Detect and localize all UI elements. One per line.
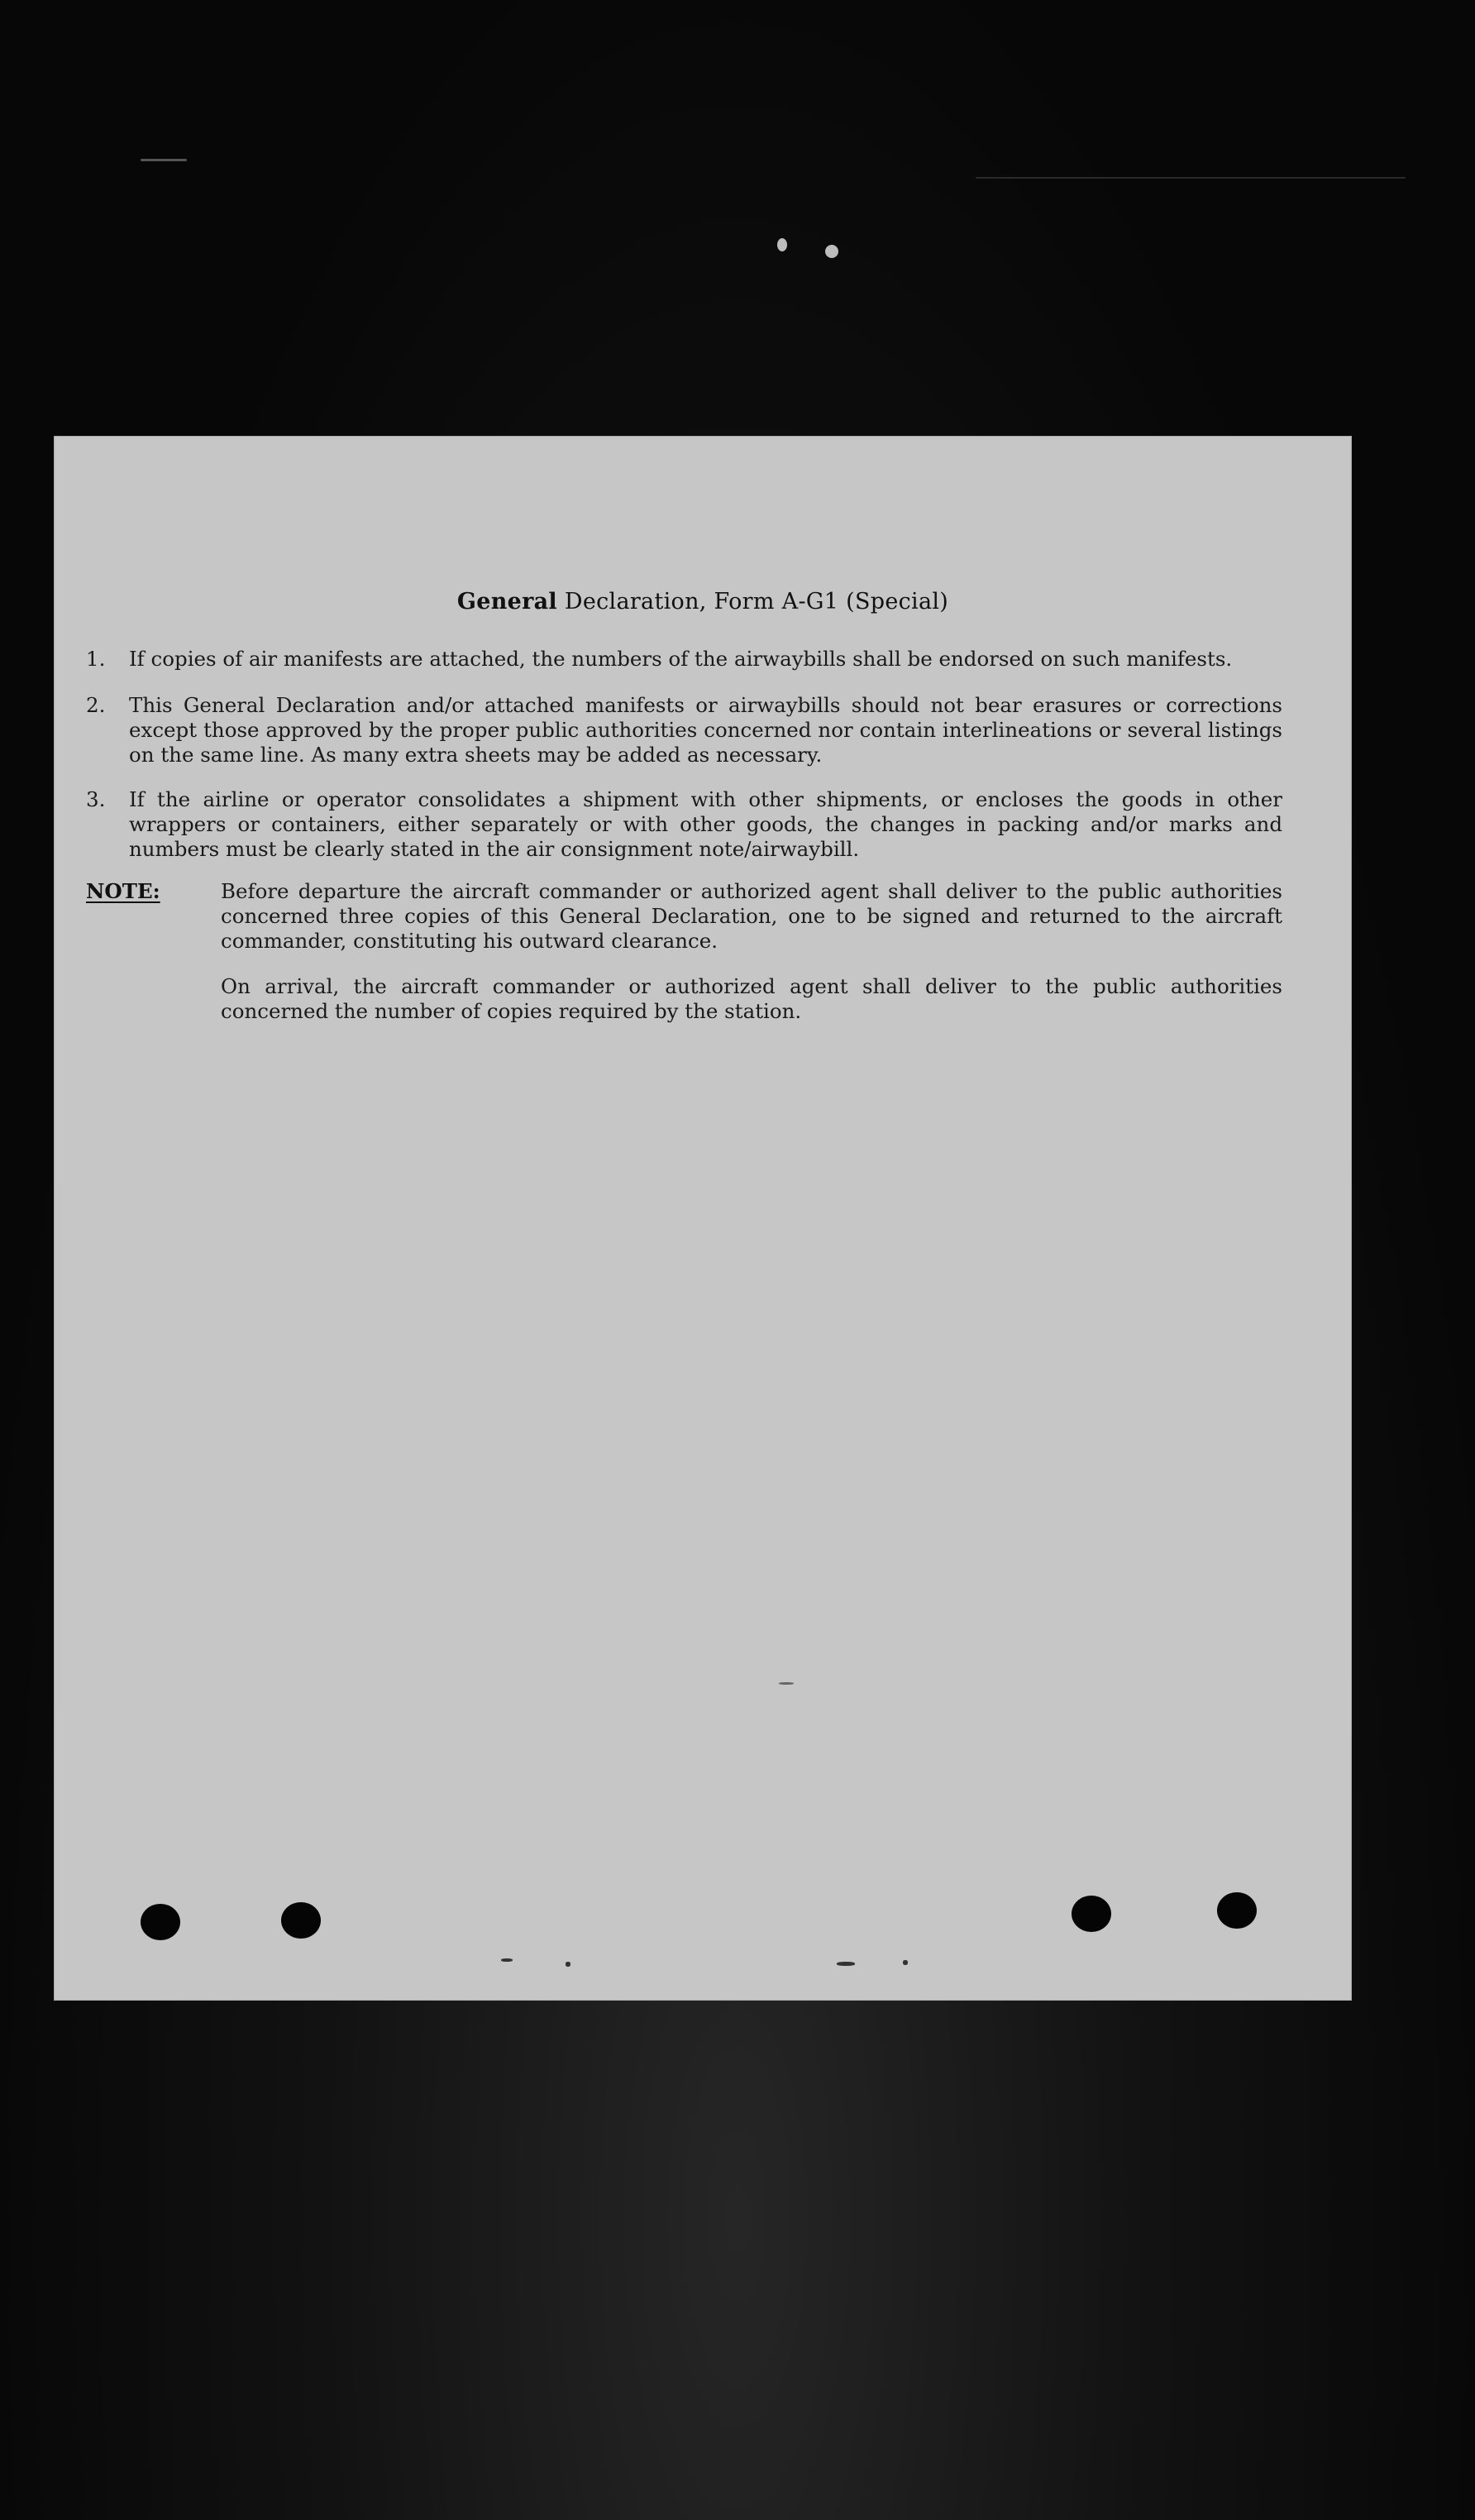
item-text: If copies of air manifests are attached, the numbers of the airwaybills shall be endorsed on such manifests. bbox=[129, 647, 1233, 671]
title-bold-word: General bbox=[456, 589, 557, 614]
list-item bbox=[86, 787, 1282, 862]
item-number: 3. bbox=[86, 787, 106, 811]
punch-hole bbox=[1072, 1896, 1111, 1932]
scan-mark bbox=[903, 1960, 908, 1965]
item-text: This General Declaration and/or attached manifests or airwaybills should not bear erasures or corrections except those approved by the proper public authorities concerned nor contain interlineations or several listings on the same line. As many extra sheets may be added as necessary. bbox=[129, 693, 1282, 767]
punch-hole bbox=[141, 1904, 180, 1940]
item-number: 2. bbox=[86, 693, 106, 717]
scan-mark bbox=[501, 1958, 513, 1962]
dust-speck bbox=[777, 238, 787, 251]
page-title bbox=[55, 589, 1351, 614]
item-text: If the airline or operator consolidates a shipment with other shipments, or encloses the goods in other wrappers or containers, either separately or with other goods, the changes in packing and/or marks and numbers must be clearly stated in the air consignment note/airwaybill. bbox=[129, 787, 1282, 861]
punch-hole bbox=[281, 1902, 321, 1939]
punch-hole bbox=[1217, 1892, 1257, 1929]
list-item bbox=[86, 647, 1282, 672]
document-page bbox=[55, 437, 1351, 2000]
list-item bbox=[86, 693, 1282, 767]
title-rest: Declaration, Form A-G1 (Special) bbox=[564, 589, 949, 614]
scan-mark bbox=[779, 1682, 794, 1685]
note-paragraph: Before departure the aircraft commander or authorized agent shall deliver to the public authorities concerned three copies of this General Declaration, one to be signed and returned to the aircraft commander, constituting his outward clearance. bbox=[221, 879, 1282, 953]
dust-speck bbox=[976, 177, 1406, 179]
dust-speck bbox=[141, 159, 187, 161]
scan-mark bbox=[566, 1962, 570, 1967]
item-number: 1. bbox=[86, 647, 106, 671]
note-label: NOTE: bbox=[86, 879, 160, 903]
note-paragraph: On arrival, the aircraft commander or authorized agent shall deliver to the public authorities concerned the number of copies required by the station. bbox=[221, 974, 1282, 1023]
dust-speck bbox=[825, 245, 838, 258]
scan-mark bbox=[837, 1962, 855, 1966]
